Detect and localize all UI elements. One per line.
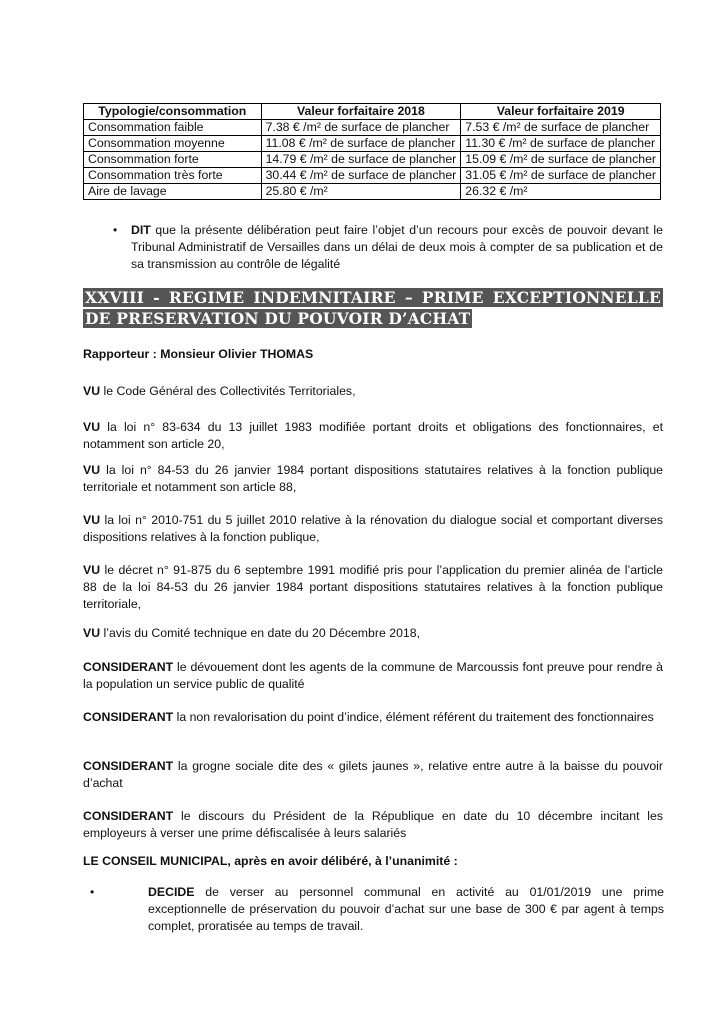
table-row	[84, 184, 661, 200]
tarif-table	[83, 103, 661, 200]
dit-bullet-item	[113, 222, 663, 273]
paragraph-text: la loi n° 84-53 du 26 janvier 1984 portant dispositions statutaires relatives à la fonction publique territoriale et notamment son article 88,	[83, 463, 663, 494]
paragraph-keyword: VU	[83, 420, 101, 434]
considerant-paragraph	[83, 659, 663, 693]
paragraph-keyword: CONSIDERANT	[83, 710, 174, 724]
vu-paragraph	[83, 512, 663, 546]
table-header: Valeur forfaitaire 2019	[461, 104, 661, 120]
table-cell: Consommation faible	[84, 120, 262, 136]
vu-paragraph	[83, 419, 663, 453]
table-row	[84, 152, 661, 168]
table-row	[84, 120, 661, 136]
table-cell: 25.80 € /m²	[261, 184, 461, 200]
vu-paragraph	[83, 462, 663, 496]
dit-keyword: DIT	[131, 223, 151, 237]
paragraph-keyword: VU	[83, 626, 101, 640]
table-cell: 30.44 € /m² de surface de plancher	[261, 168, 461, 184]
table-cell: 7.53 € /m² de surface de plancher	[461, 120, 661, 136]
table-row	[84, 136, 661, 152]
paragraph-keyword: VU	[83, 463, 101, 477]
paragraph-text: la loi n° 2010-751 du 5 juillet 2010 relative à la rénovation du dialogue social et comportant diverses dispositions relatives à la fonction publique,	[83, 513, 663, 544]
table-cell: 15.09 € /m² de surface de plancher	[461, 152, 661, 168]
table-cell: Consommation forte	[84, 152, 262, 168]
paragraph-text: le Code Général des Collectivités Territoriales,	[100, 384, 356, 398]
section-title-text: XXVIII - REGIME INDEMNITAIRE – PRIME EXCEPTIONNELLE DE PRESERVATION DU POUVOIR D’ACHAT	[85, 288, 661, 328]
table-row	[84, 168, 661, 184]
considerant-paragraph	[83, 758, 663, 792]
dit-body: que la présente délibération peut faire l’objet d’un recours pour excès de pouvoir devant le Tribunal Administratif de Versailles dans un délai de deux mois à compter de sa publication et de sa transmission au contrôle de légalité	[131, 223, 663, 271]
decide-text	[148, 884, 664, 935]
decide-keyword: DECIDE	[148, 885, 195, 899]
table-cell: 11.08 € /m² de surface de plancher	[261, 136, 461, 152]
paragraph-text: le discours du Président de la République en date du 10 décembre incitant les employeurs à verser une prime défiscalisée à leurs salariés	[83, 809, 663, 840]
table-cell: 7.38 € /m² de surface de plancher	[261, 120, 461, 136]
bullet-icon: •	[113, 223, 118, 237]
paragraph-text: le dévouement dont les agents de la commune de Marcoussis font preuve pour rendre à la population un service public de qualité	[83, 660, 663, 691]
table-cell: 31.05 € /m² de surface de plancher	[461, 168, 661, 184]
paragraph-text: la non revalorisation du point d’indice, élément référent du traitement des fonctionnaires	[173, 710, 654, 724]
considerant-paragraph	[83, 709, 663, 726]
vu-paragraph	[83, 625, 663, 642]
table-header-row	[84, 104, 661, 120]
dit-text	[131, 222, 663, 273]
table-cell: 11.30 € /m² de surface de plancher	[461, 136, 661, 152]
bullet-icon: •	[90, 885, 95, 899]
paragraph-text: le décret n° 91-875 du 6 septembre 1991 modifié pris pour l’application du premier alinéa de l’article 88 de la loi 84-53 du 26 janvier 1984 portant dispositions statutaires relatives à la fonction publique territoriale,	[83, 563, 663, 611]
paragraph-keyword: CONSIDERANT	[83, 809, 174, 823]
table-cell: Aire de lavage	[84, 184, 262, 200]
paragraph-keyword: VU	[83, 384, 101, 398]
decide-bullet-item	[90, 884, 664, 935]
vu-paragraph	[83, 383, 663, 400]
table-cell: 14.79 € /m² de surface de plancher	[261, 152, 461, 168]
considerant-paragraph	[83, 808, 663, 842]
paragraph-keyword: CONSIDERANT	[83, 660, 174, 674]
section-title	[83, 288, 663, 329]
paragraph-keyword: VU	[83, 513, 101, 527]
paragraph-text: la loi n° 83-634 du 13 juillet 1983 modifiée portant droits et obligations des fonctionnaires, et notamment son article 20,	[83, 420, 663, 451]
table-cell: Consommation moyenne	[84, 136, 262, 152]
paragraph-text: la grogne sociale dite des « gilets jaunes », relative entre autre à la baisse du pouvoir d’achat	[83, 759, 663, 790]
paragraph-keyword: CONSIDERANT	[83, 759, 174, 773]
table-cell: 26.32 € /m²	[461, 184, 661, 200]
paragraph-text: l’avis du Comité technique en date du 20 Décembre 2018,	[100, 626, 421, 640]
rapporteur-line: Rapporteur : Monsieur Olivier THOMAS	[83, 347, 314, 361]
decide-body: de verser au personnel communal en activité au 01/01/2019 une prime exceptionnelle de préservation du pouvoir d’achat sur une base de 300 € par agent à temps complet, proratisée au temps de travail.	[148, 885, 664, 933]
table-header: Valeur forfaitaire 2018	[261, 104, 461, 120]
table-header: Typologie/consommation	[84, 104, 262, 120]
table-cell: Consommation très forte	[84, 168, 262, 184]
conseil-heading: LE CONSEIL MUNICIPAL, après en avoir délibéré, à l’unanimité :	[83, 854, 458, 868]
paragraph-keyword: VU	[83, 563, 101, 577]
vu-paragraph	[83, 562, 663, 613]
